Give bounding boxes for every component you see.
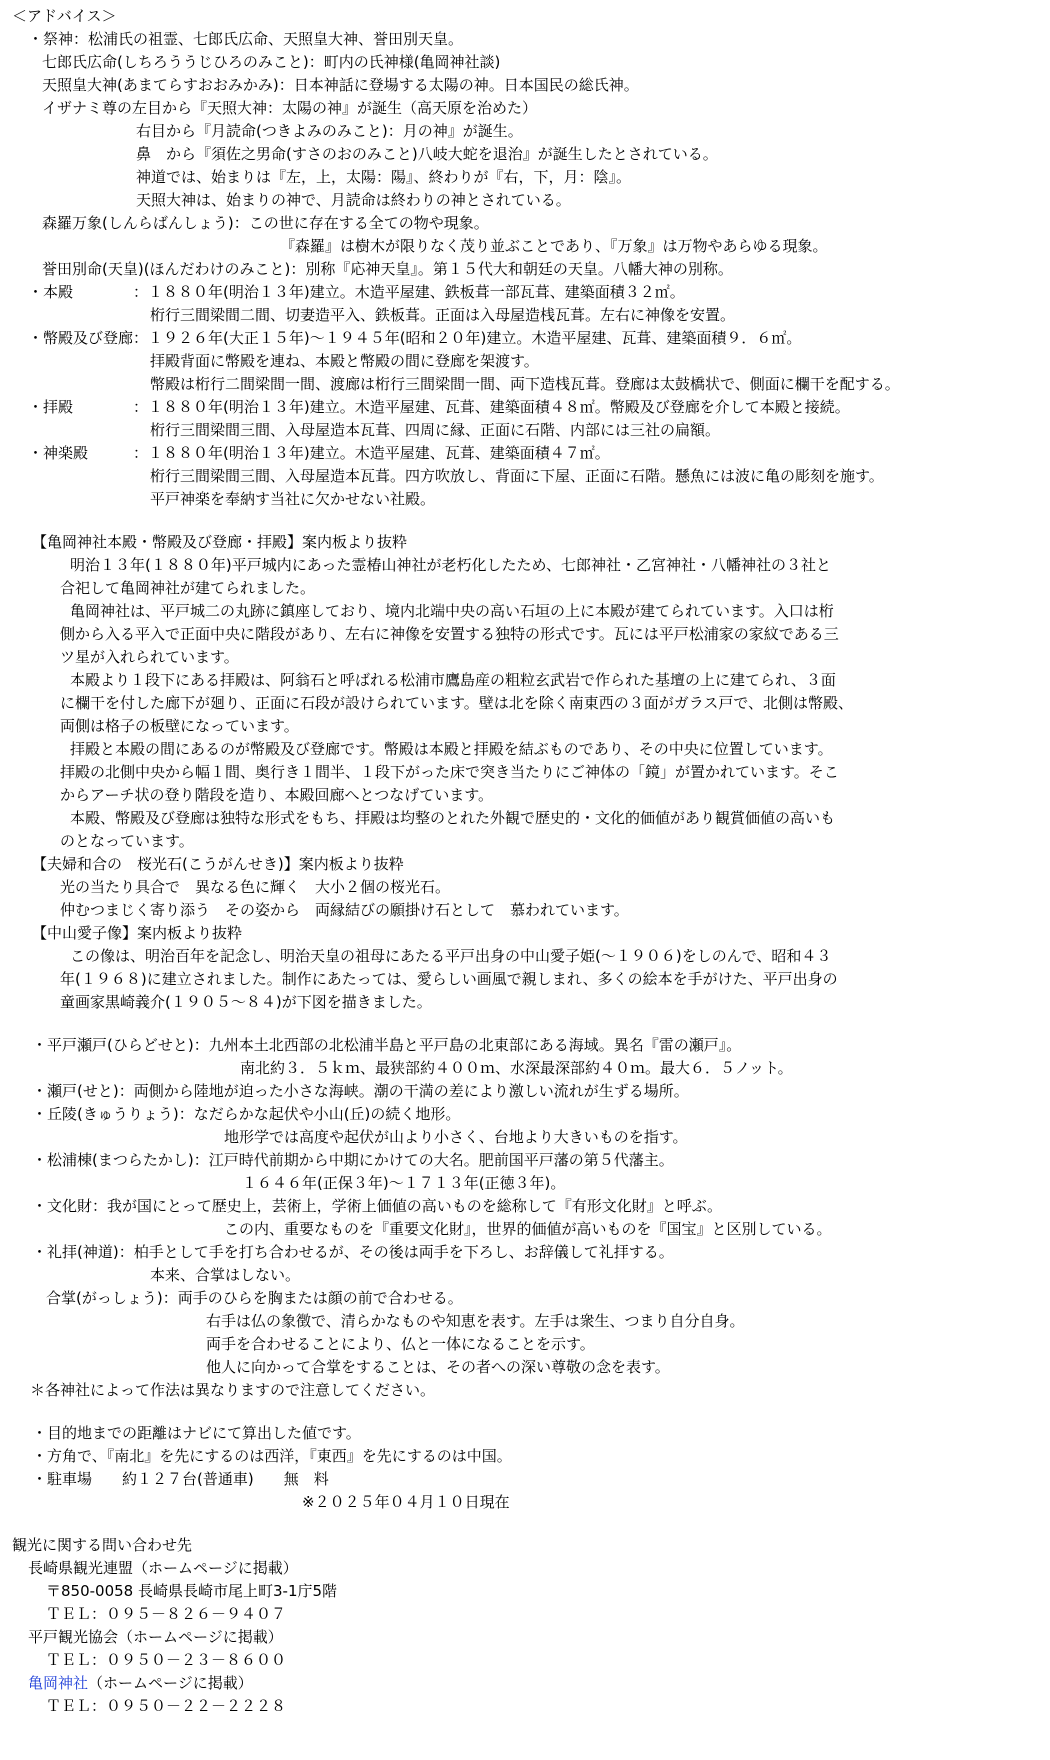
text-line	[32, 1446, 512, 1466]
text-line	[224, 1219, 832, 1239]
text-line	[42, 98, 537, 118]
line-text: ・駐車場 約１２７台(普通車) 無 料	[32, 1470, 329, 1488]
line-text: 亀岡神社は、平戸城二の丸跡に鎮座しており、境内北端中央の高い石垣の上に本殿が建てられています。入口は桁	[70, 602, 834, 620]
text-line	[70, 601, 834, 621]
line-text: ・文化財：我が国にとって歴史上，芸術上，学術上価値の高いものを総称して『有形文化財』と呼ぶ。	[32, 1197, 723, 1215]
text-line	[32, 923, 242, 943]
kameoka-shrine-link[interactable]: 亀岡神社	[28, 1674, 89, 1692]
text-line	[46, 1581, 337, 1601]
line-text: 【中山愛子像】案内板より抜粋	[32, 924, 243, 942]
text-line	[28, 29, 463, 49]
line-text: 拝殿と本殿の間にあるのが幣殿及び登廊です。幣殿は本殿と拝殿を結ぶものであり、その中央に位置しています。	[70, 740, 833, 758]
line-text: 仲むつまじく寄り添う その姿から 両縁結びの願掛け石として 慕われています。	[60, 901, 629, 919]
text-line	[28, 443, 610, 463]
line-text: 森羅万象(しんらばんしょう)：この世に存在する全ての物や現象。	[42, 214, 489, 232]
line-text: ＴＥＬ：０９５－８２６－９４０７	[46, 1605, 287, 1623]
line-text: ※２０２５年０４月１０日現在	[302, 1493, 510, 1511]
text-line	[70, 739, 833, 759]
line-text: ・目的地までの距離はナビにて算出した値です。	[32, 1424, 361, 1442]
text-line	[32, 1104, 460, 1124]
text-line	[70, 946, 831, 966]
line-text: ツ星が入れられています。	[60, 648, 239, 666]
text-line	[32, 854, 404, 874]
text-line	[60, 785, 493, 805]
text-line	[42, 259, 733, 279]
line-text: イザナミ尊の左目から『天照大神：太陽の神』が誕生（高天原を治めた）	[42, 99, 538, 117]
line-text: 神道では、始まりは『左，上，太陽：陽』、終わりが『右，下，月：陰』。	[136, 168, 632, 186]
text-line	[12, 6, 117, 26]
text-line	[150, 305, 735, 325]
line-text: 平戸観光協会（ホームページに掲載）	[28, 1628, 283, 1646]
line-text: ・瀬戸(せと)：両側から陸地が迫った小さな海峡。潮の干満の差により激しい流れが生ずる場所。	[32, 1082, 689, 1100]
text-line	[150, 374, 900, 394]
line-text: ＴＥＬ：０９５０－２３－８６００	[46, 1651, 287, 1669]
text-line	[60, 647, 239, 667]
line-text: 拝殿背面に幣殿を連ね、本殿と幣殿の間に登廊を架渡す。	[150, 352, 539, 370]
text-line	[32, 1035, 741, 1055]
text-line	[46, 1604, 286, 1624]
text-line	[280, 236, 828, 256]
line-text: 桁行三間梁間三間、入母屋造本瓦葺、四周に縁、正面に石階、内部には三社の扁額。	[150, 421, 721, 439]
text-line	[32, 1423, 361, 1443]
line-text: 幣殿は桁行二間梁間一間、渡廊は桁行三間梁間一間、両下造桟瓦葺。登廊は太鼓橋状で、側面に欄干を配する。	[150, 375, 900, 393]
text-line	[60, 969, 838, 989]
text-line	[12, 1535, 192, 1555]
text-line	[60, 831, 194, 851]
line-text: ・松浦棟(まつらたかし)：江戸時代前期から中期にかけての大名。肥前国平戸藩の第５代藩主。	[32, 1151, 674, 1169]
text-line	[32, 1469, 329, 1489]
text-line	[28, 397, 850, 417]
line-text: のとなっています。	[60, 832, 194, 850]
text-line	[60, 693, 853, 713]
text-line	[32, 1150, 674, 1170]
line-text: 右手は仏の象徴で、清らかなものや知恵を表す。左手は衆生、つまり自分自身。	[206, 1312, 745, 1330]
line-text: 観光に関する問い合わせ先	[12, 1536, 193, 1554]
line-text: 側から入る平入で正面中央に階段があり、左右に神像を安置する独特の形式です。瓦には平戸松浦家の家紋である三	[60, 625, 839, 643]
line-text: ・幣殿及び登廊：１９２６年(大正１５年)～１９４５年(昭和２０年)建立。木造平屋建、瓦葺、建築面積９．６㎡。	[28, 329, 802, 347]
line-text: 右目から『月読命(つきよみのみこと)：月の神』が誕生。	[136, 122, 523, 140]
line-text: 童画家黒崎義介(１９０５～８４)が下図を描きました。	[60, 993, 432, 1011]
line-text: 天照大神は、始まりの神で、月読命は終わりの神とされている。	[136, 191, 571, 209]
text-line	[136, 167, 631, 187]
text-line	[150, 351, 539, 371]
line-text: に欄干を付した廊下が廻り、正面に石段が設けられています。壁は北を除く南東西の３面がガラス戸で、北側は幣殿、	[60, 694, 854, 712]
line-text: １６４６年(正保３年)～１７１３年(正徳３年)。	[242, 1174, 566, 1192]
text-line	[242, 1173, 565, 1193]
text-line	[30, 1380, 435, 1400]
text-line	[46, 1650, 286, 1670]
line-text: ＴＥＬ：０９５０－２２－２２２８	[46, 1697, 287, 1715]
line-text: 合祀して亀岡神社が建てられました。	[60, 579, 316, 597]
text-line	[42, 213, 489, 233]
line-text: 〒850-0058 長崎県長崎市尾上町3-1庁5階	[46, 1582, 338, 1600]
line-text: からアーチ状の登り階段を造り、本殿回廊へとつなげています。	[60, 786, 494, 804]
line-text: （ホームページに掲載）	[88, 1674, 253, 1692]
line-text: ・丘陵(きゅうりょう)：なだらかな起伏や小山(丘)の続く地形。	[32, 1105, 461, 1123]
line-text: 長崎県観光連盟（ホームページに掲載）	[28, 1559, 298, 1577]
line-text: ・方角で、『南北』を先にするのは西洋，『東西』を先にするのは中国。	[32, 1447, 512, 1465]
line-text: ＊各神社によって作法は異なりますので注意してください。	[30, 1381, 436, 1399]
line-text: ・祭神：松浦氏の祖霊、七郎氏広命、天照皇大神、誉田別天皇。	[28, 30, 464, 48]
text-line	[60, 624, 839, 644]
text-line	[70, 555, 831, 575]
line-text: 天照皇大神(あまてらすおおみかみ)：日本神話に登場する太陽の神。日本国民の総氏神。	[42, 76, 639, 94]
line-text: 拝殿の北側中央から幅１間、奥行き１間半、１段下がった床で突き当たりにご神体の「鏡」が置かれています。そこ	[60, 763, 839, 781]
line-text: 年(１９６８)に建立されました。制作にあたっては、愛らしい画風で親しまれ、多くの絵本を手がけた、平戸出身の	[60, 970, 838, 988]
text-line	[60, 578, 315, 598]
text-line	[60, 762, 839, 782]
text-line	[60, 716, 299, 736]
line-text: この像は、明治百年を記念し、明治天皇の祖母にあたる平戸出身の中山愛子姫(～１９０６)をしのんで、昭和４３	[70, 947, 832, 965]
text-line	[150, 466, 884, 486]
text-line	[60, 992, 432, 1012]
text-line	[70, 670, 836, 690]
line-text: 桁行三間梁間三間、入母屋造本瓦葺。四方吹放し、背面に下屋、正面に石階。懸魚には波に亀の彫刻を施す。	[150, 467, 884, 485]
line-text: 桁行三間梁間二間、切妻造平入、鉄板葺。正面は入母屋造桟瓦葺。左右に神像を安置。	[150, 306, 736, 324]
line-text: ・拝殿 ：１８８０年(明治１３年)建立。木造平屋建、瓦葺、建築面積４８㎡。幣殿及び登廊を介して本殿と接続。	[28, 398, 850, 416]
line-text: ＜アドバイス＞	[12, 7, 117, 25]
line-text: 『森羅』は樹木が限りなく茂り並ぶことであり、『万象』は万物やあらゆる現象。	[280, 237, 828, 255]
line-text: この内、重要なものを『重要文化財』，世界的価値が高いものを『国宝』と区別している。	[224, 1220, 832, 1238]
text-line	[60, 877, 450, 897]
line-text: ・礼拝(神道)：柏手として手を打ち合わせるが、その後は両手を下ろし、お辞儀して礼拝する。	[32, 1243, 674, 1261]
line-text: 本来、合掌はしない。	[150, 1266, 301, 1284]
text-line	[42, 52, 500, 72]
text-line	[28, 1673, 253, 1693]
text-line	[206, 1357, 670, 1377]
line-text: 平戸神楽を奉納す当社に欠かせない社殿。	[150, 490, 436, 508]
text-line	[136, 190, 571, 210]
text-line	[224, 1127, 688, 1147]
text-line	[28, 328, 801, 348]
line-text: ・平戸瀬戸(ひらどせと)：九州本土北西部の北松浦半島と平戸島の北東部にある海域。異名『雷の瀬戸』。	[32, 1036, 742, 1054]
line-text: 本殿より１段下にある拝殿は、阿翁石と呼ばれる松浦市鷹島産の粗粒玄武岩で作られた基壇の上に建てられ、３面	[70, 671, 836, 689]
line-text: 【夫婦和合の 桜光石(こうがんせき)】案内板より抜粋	[32, 855, 404, 873]
text-line	[150, 489, 435, 509]
text-line	[28, 282, 685, 302]
line-text: ・神楽殿 ：１８８０年(明治１３年)建立。木造平屋建、瓦葺、建築面積４７㎡。	[28, 444, 610, 462]
line-text: 鼻 から『須佐之男命(すさのおのみこと)八岐大蛇を退治』が誕生したとされている。	[136, 145, 718, 163]
text-line	[28, 1558, 298, 1578]
line-text: 七郎氏広命(しちろううじひろのみこと)：町内の氏神様(亀岡神社談)	[42, 53, 501, 71]
text-line	[32, 532, 407, 552]
text-line	[240, 1058, 793, 1078]
line-text: 誉田別命(天皇)(ほんだわけのみこと)：別称『応神天皇』。第１５代大和朝廷の天皇。八幡大神の別称。	[42, 260, 733, 278]
text-line	[46, 1288, 463, 1308]
line-text: ・本殿 ：１８８０年(明治１３年)建立。木造平屋建、鉄板葺一部瓦葺、建築面積３２㎡。	[28, 283, 685, 301]
text-line	[150, 420, 720, 440]
text-line	[32, 1242, 674, 1262]
line-text: 光の当たり具合で 異なる色に輝く 大小２個の桜光石。	[60, 878, 451, 896]
line-text: 南北約３．５ｋｍ、最狭部約４００ｍ、水深最深部約４０ｍ。最大６．５ノット。	[240, 1059, 793, 1077]
text-line	[32, 1196, 722, 1216]
text-line	[136, 121, 523, 141]
text-line	[150, 1265, 300, 1285]
text-line	[206, 1311, 745, 1331]
text-line	[302, 1492, 510, 1512]
line-text: 本殿、幣殿及び登廊は独特な形式をもち、拝殿は均整のとれた外観で歴史的・文化的価値があり観賞価値の高いも	[70, 809, 836, 827]
line-text: 両手を合わせることにより、仏と一体になることを示す。	[206, 1335, 595, 1353]
text-line	[42, 75, 639, 95]
line-text: 明治１３年(１８８０年)平戸城内にあった霊椿山神社が老朽化したため、七郎神社・乙宮神社・八幡神社の３社と	[70, 556, 831, 574]
line-text: 【亀岡神社本殿・幣殿及び登廊・拝殿】案内板より抜粋	[32, 533, 408, 551]
text-line	[28, 1627, 283, 1647]
line-text: 合掌(がっしょう)：両手のひらを胸または顔の前で合わせる。	[46, 1289, 463, 1307]
line-text: 地形学では高度や起伏が山より小さく、台地より大きいものを指す。	[224, 1128, 688, 1146]
line-text: 他人に向かって合掌をすることは、その者への深い尊敬の念を表す。	[206, 1358, 670, 1376]
text-line	[46, 1696, 286, 1716]
line-text: 両側は格子の板壁になっています。	[60, 717, 299, 735]
text-line	[206, 1334, 595, 1354]
text-line	[70, 808, 835, 828]
text-line	[32, 1081, 689, 1101]
text-line	[136, 144, 718, 164]
text-line	[60, 900, 629, 920]
